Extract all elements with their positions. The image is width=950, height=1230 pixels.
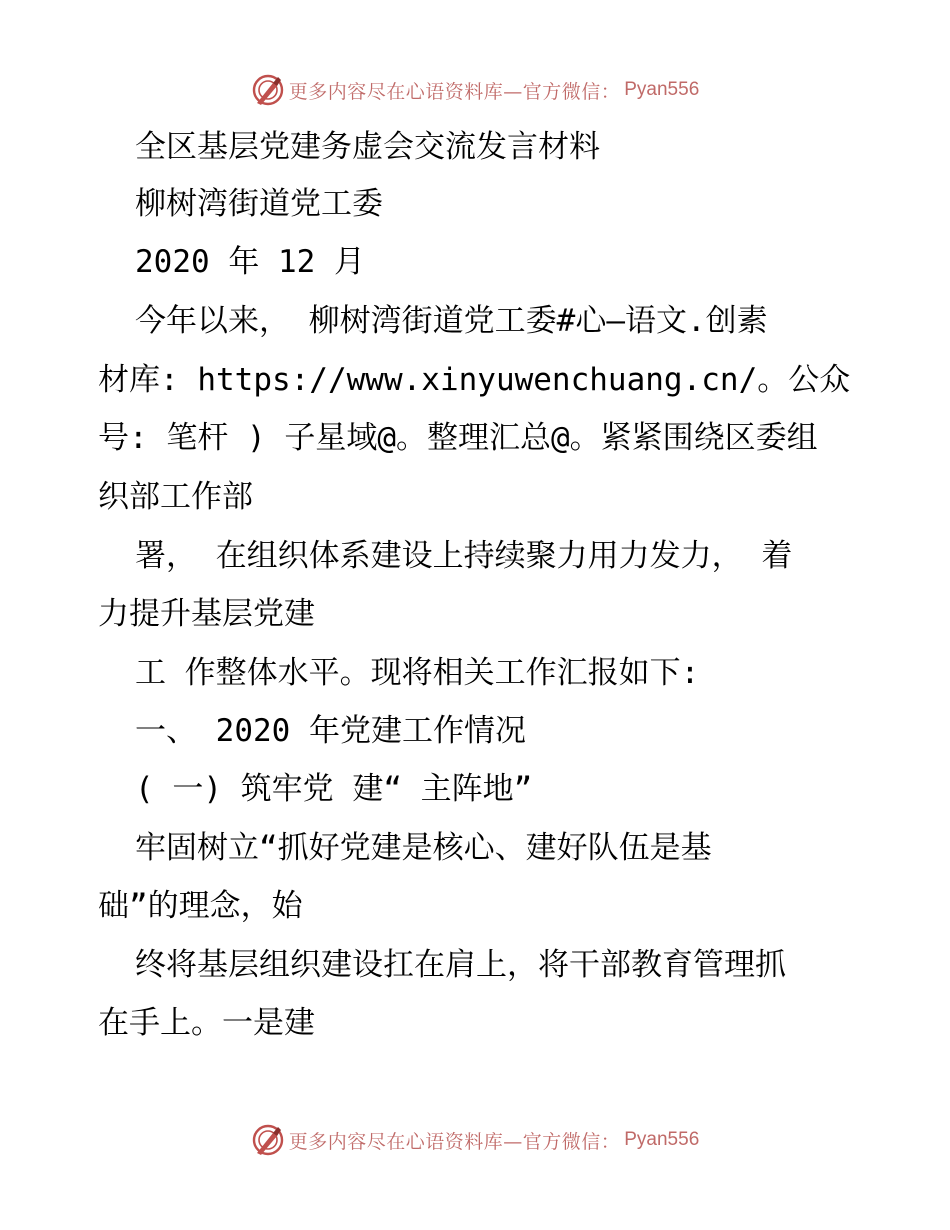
paragraph-line: 工 作整体水平。现将相关工作汇报如下: (135, 655, 700, 691)
subsection-heading: ( 一) 筑牢党 建“ 主阵地” (135, 771, 533, 807)
paragraph-line: 署， 在组织体系建设上持续聚力用力发力， 着 (135, 538, 793, 574)
paragraph-line: 在手上。一是建 (98, 1005, 315, 1041)
watermark-wechat-id: Pyan556 (624, 1129, 700, 1150)
paragraph-line: 牢固树立“抓好党建是核心、建好队伍是基 (135, 830, 712, 866)
paragraph-line: 终将基层组织建设扛在肩上，将干部教育管理抓 (135, 947, 786, 983)
doc-date: 2020 年 12 月 (135, 244, 365, 280)
paragraph-line: 号: 笔杆 ) 子星域@。整理汇总@。紧紧围绕区委组 (98, 420, 818, 456)
pen-logo-icon (251, 73, 285, 107)
paragraph-line: 础”的理念，始 (98, 888, 303, 924)
watermark-text: 更多内容尽在心语资料库—官方微信： (288, 80, 621, 103)
watermark-text: 更多内容尽在心语资料库—官方微信： (288, 1130, 621, 1153)
section-heading: 一、 2020 年党建工作情况 (135, 713, 526, 749)
paragraph-line: 今年以来， 柳树湾街道党工委#心—语文.创素 (135, 303, 768, 339)
watermark-banner-top (0, 72, 950, 108)
watermark-wechat-id: Pyan556 (624, 79, 700, 100)
doc-title: 全区基层党建务虚会交流发言材料 (135, 129, 600, 165)
doc-author: 柳树湾街道党工委 (135, 186, 383, 222)
pen-logo-icon (251, 1123, 285, 1157)
paragraph-line: 力提升基层党建 (98, 596, 315, 632)
paragraph-line: 织部工作部 (98, 479, 253, 515)
watermark-banner-bottom (0, 1122, 950, 1158)
paragraph-line: 材库: https://www.xinyuwenchuang.cn/。公众 (98, 362, 851, 398)
